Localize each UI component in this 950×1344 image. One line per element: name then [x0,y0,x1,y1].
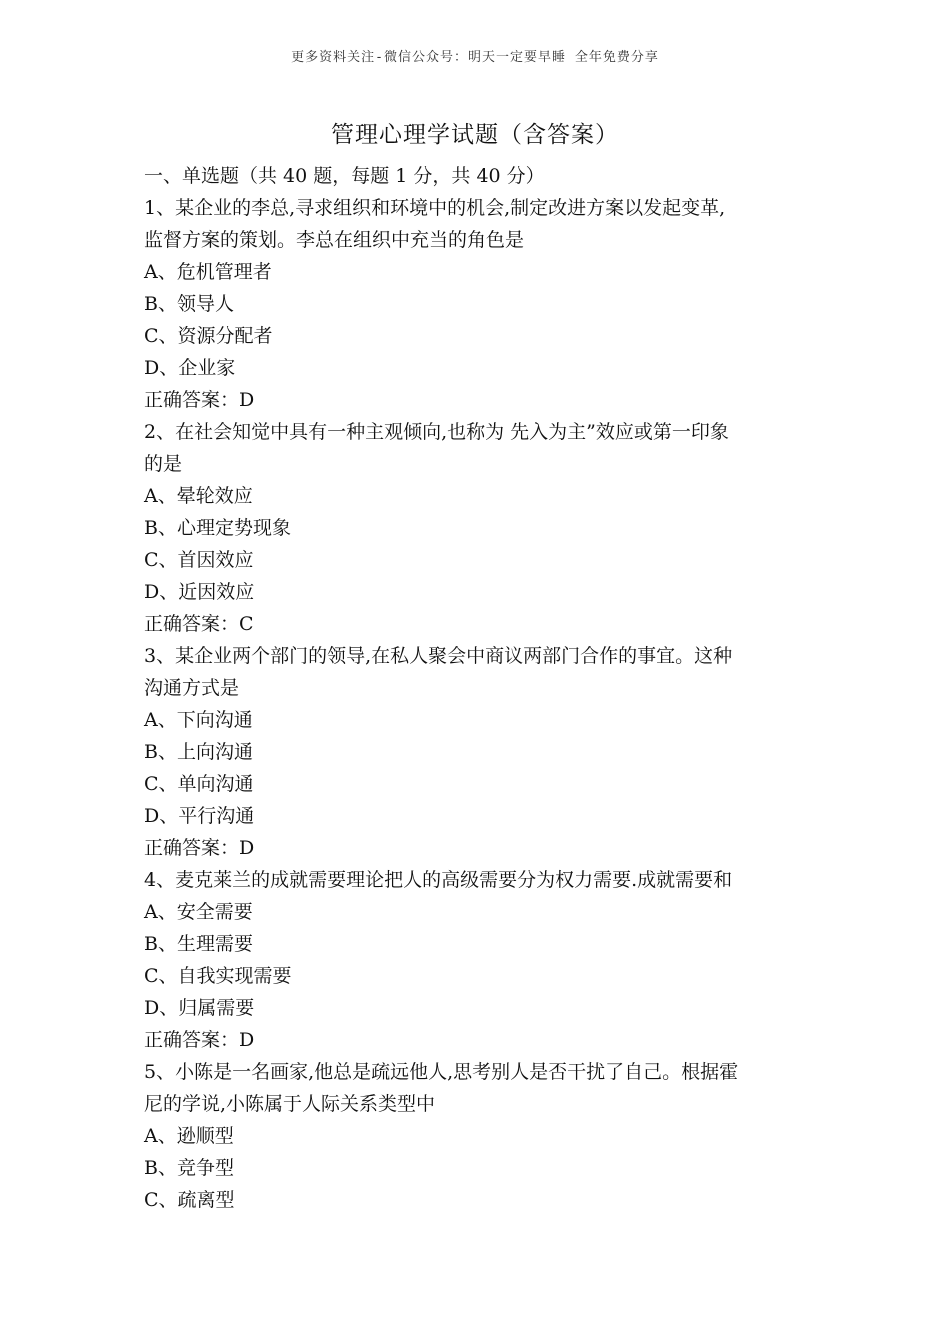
question-stem-line: 2、在社会知觉中具有一种主观倾向,也称为 先入为主”效应或第一印象 [144,421,729,443]
option-a: A、安全需要 [144,901,253,923]
question-5 [144,1056,824,1216]
option-b: B、心理定势现象 [144,517,291,539]
option-a: A、危机管理者 [144,261,272,283]
page-title: 管理心理学试题（含答案） [331,122,619,148]
option-d: D、近因效应 [144,581,255,603]
question-3 [144,640,824,864]
option-d: D、平行沟通 [144,805,255,827]
option-a: A、逊顺型 [144,1125,234,1147]
option-c: C、自我实现需要 [144,965,292,987]
question-stem-line: 1、某企业的李总,寻求组织和环境中的机会,制定改进方案以发起变革, [144,197,726,219]
question-2 [144,416,824,640]
correct-answer: 正确答案：D [144,1029,255,1051]
section-heading: 一、单选题（共 40 题，每题 1 分，共 40 分） [144,165,545,187]
option-a: A、晕轮效应 [144,485,253,507]
option-d: D、企业家 [144,357,236,379]
question-stem-line: 沟通方式是 [144,677,240,699]
correct-answer: 正确答案：D [144,389,255,411]
option-c: C、疏离型 [144,1189,235,1211]
option-b: B、上向沟通 [144,741,253,763]
header-note: 更多资料关注-微信公众号：明天一定要早睡 全年免费分享 [291,50,659,65]
option-d: D、归属需要 [144,997,255,1019]
question-stem-line: 的是 [144,453,183,475]
exam-content [144,160,824,1216]
option-c: C、单向沟通 [144,773,254,795]
option-a: A、下向沟通 [144,709,253,731]
option-b: B、生理需要 [144,933,253,955]
option-c: C、首因效应 [144,549,254,571]
question-1 [144,192,824,416]
question-stem-line: 尼的学说,小陈属于人际关系类型中 [144,1093,436,1115]
option-b: B、领导人 [144,293,234,315]
option-b: B、竞争型 [144,1157,234,1179]
correct-answer: 正确答案：D [144,837,255,859]
question-stem-line: 4、麦克莱兰的成就需要理论把人的高级需要分为权力需要.成就需要和 [144,869,733,891]
question-stem-line: 监督方案的策划。李总在组织中充当的角色是 [144,229,525,251]
question-stem-line: 5、小陈是一名画家,他总是疏远他人,思考别人是否干扰了自己。根据霍 [144,1061,739,1083]
question-stem-line: 3、某企业两个部门的领导,在私人聚会中商议两部门合作的事宜。这种 [144,645,733,667]
option-c: C、资源分配者 [144,325,273,347]
correct-answer: 正确答案：C [144,613,254,635]
question-4 [144,864,824,1056]
